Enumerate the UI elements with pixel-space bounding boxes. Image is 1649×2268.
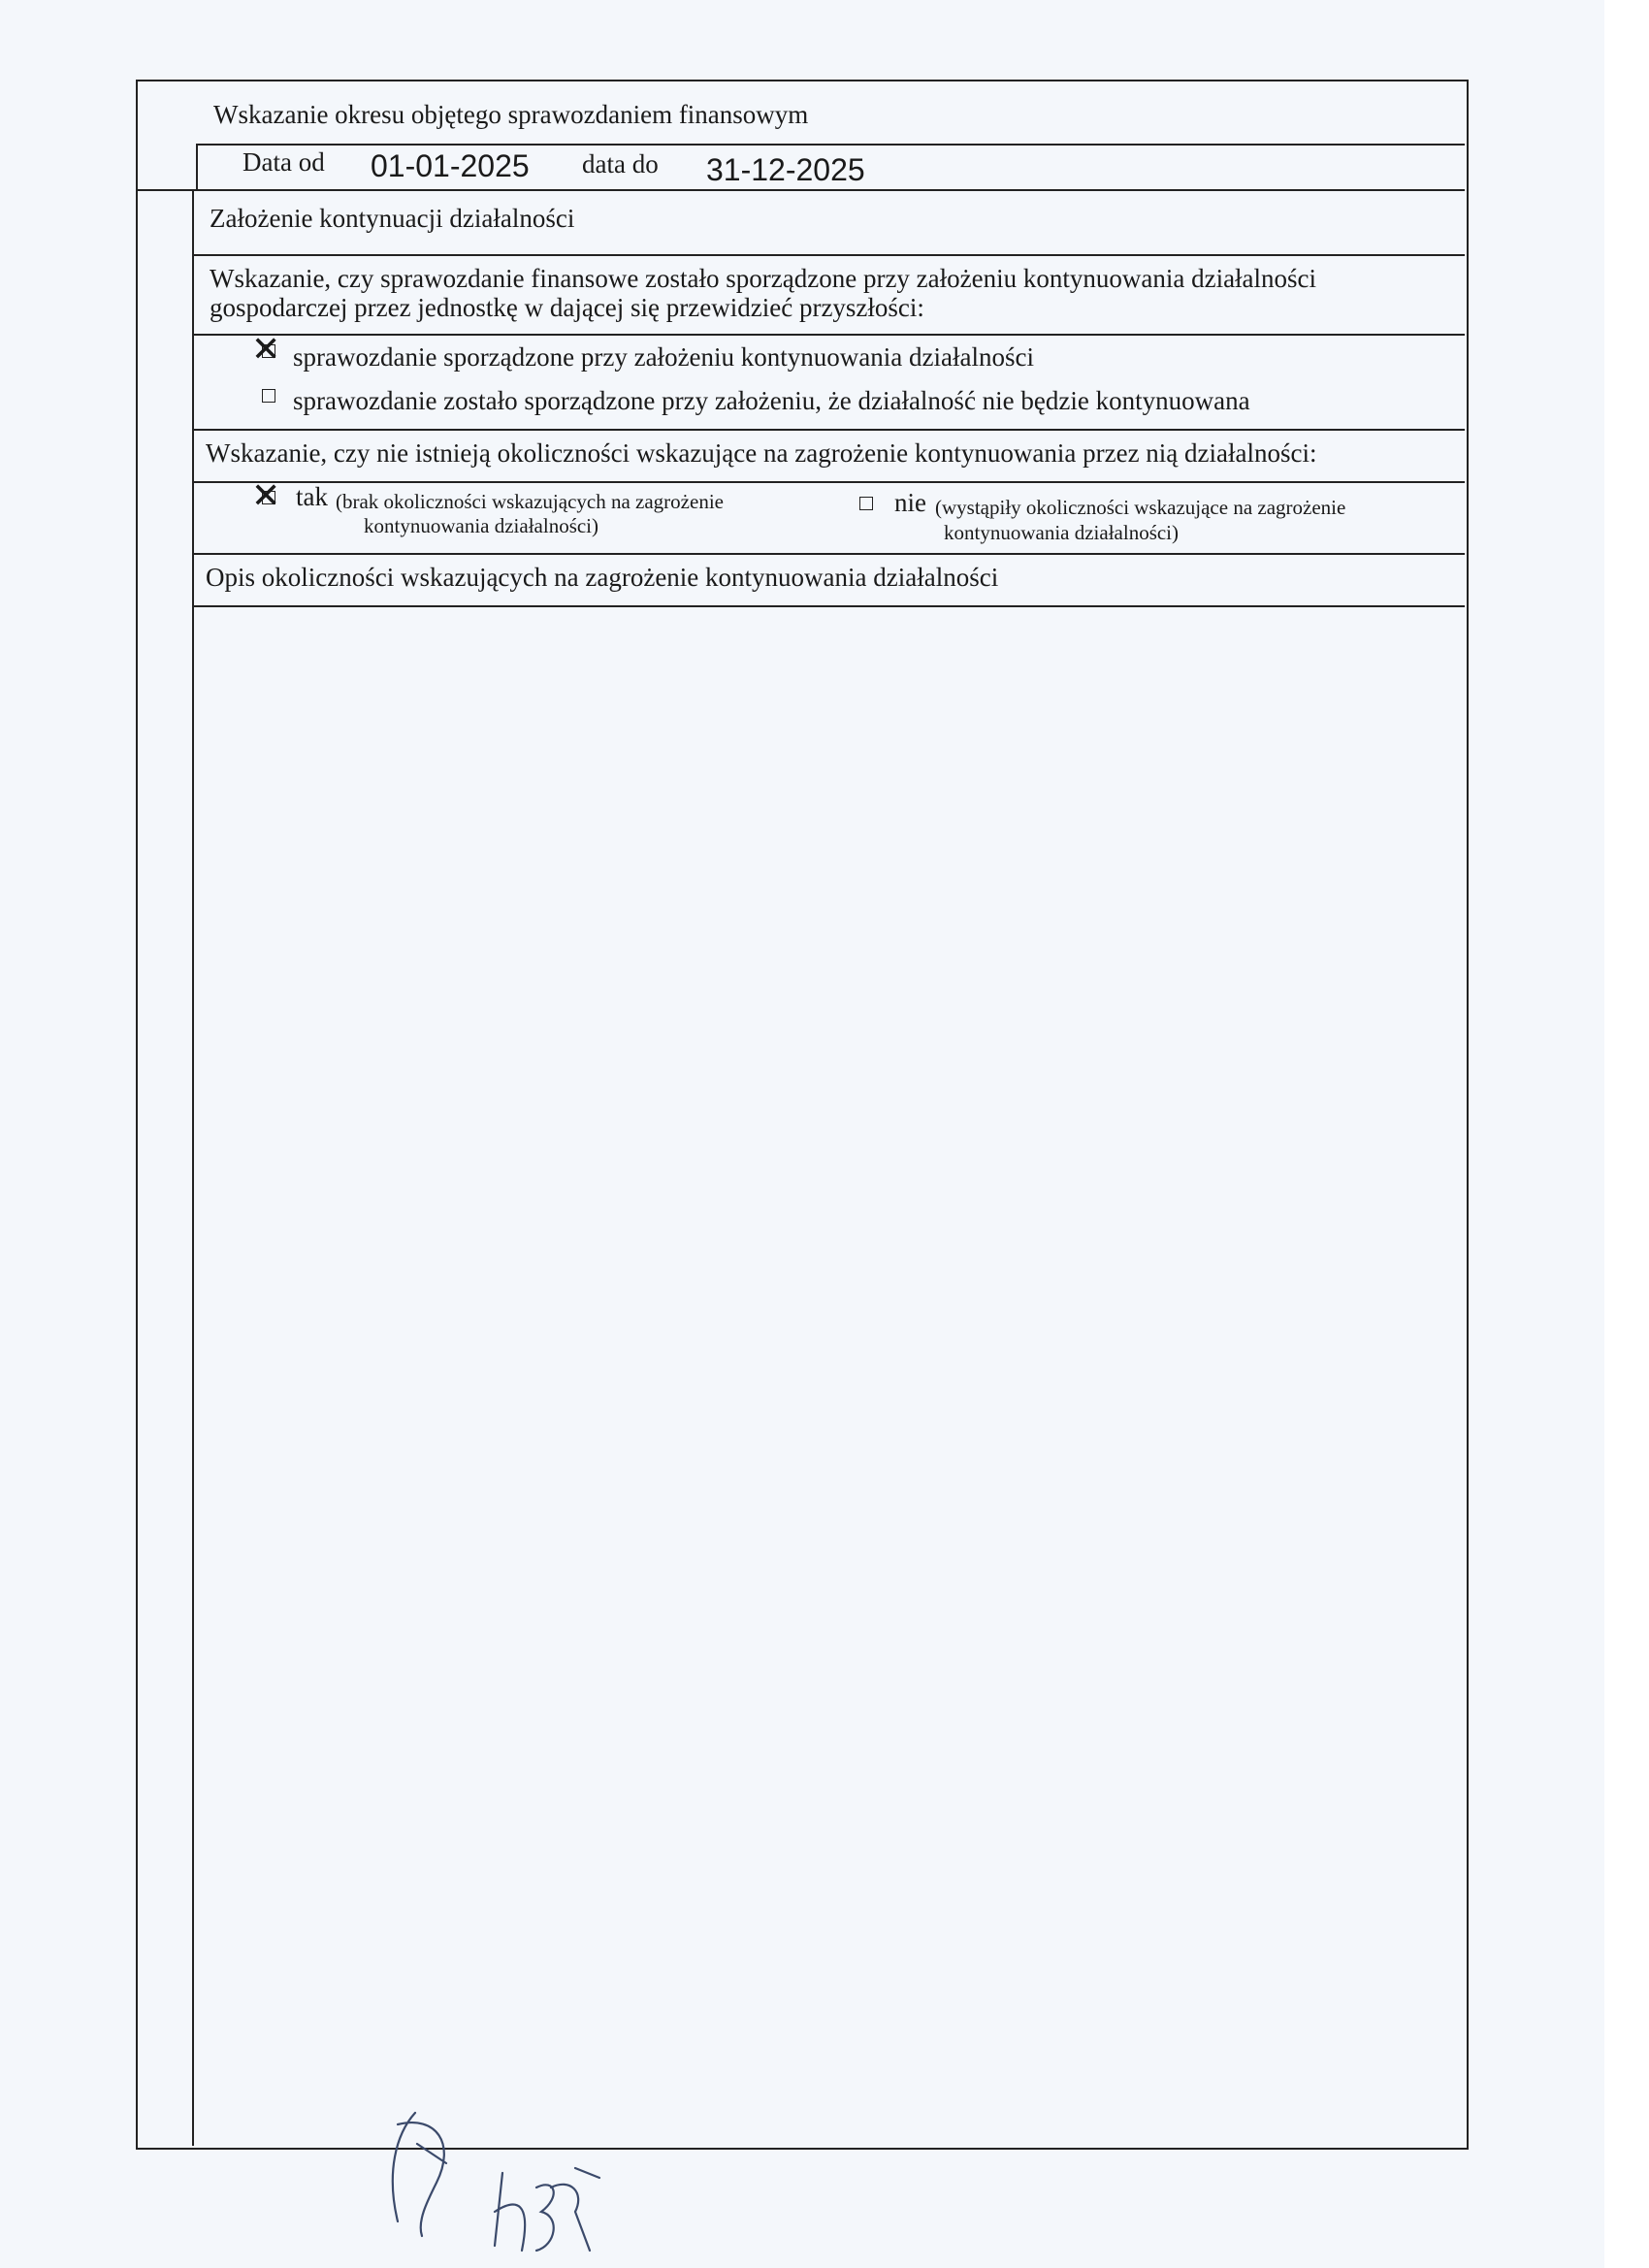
description-heading-divider	[194, 605, 1465, 607]
continuation-section-divider	[194, 429, 1465, 431]
continuation-question-divider	[194, 334, 1465, 336]
option-discontinue-label: sprawozdanie zostało sporządzone przy założeniu, że działalność nie będzie kontynuowana	[293, 386, 1250, 415]
x-mark-icon: ✕	[251, 476, 281, 516]
period-row-left-border	[196, 144, 198, 189]
option-no-note-line1: (wystąpiły okoliczności wskazujące na zagrożenie	[935, 496, 1346, 519]
threat-section-divider	[194, 553, 1465, 555]
option-yes-note-line2: kontynuowania działalności)	[364, 514, 599, 537]
scan-edge	[1604, 0, 1649, 2268]
option-no-note-line2: kontynuowania działalności)	[944, 521, 1180, 544]
description-content-area[interactable]	[210, 621, 1441, 2134]
option-continue-label: sprawozdanie sporządzone przy założeniu kontynuowania działalności	[293, 342, 1034, 372]
continuation-question-line2: gospodarczej przez jednostkę w dającej się przewidzieć przyszłości:	[210, 293, 924, 322]
option-yes-label: tak	[296, 482, 328, 511]
date-from-value[interactable]: 01-01-2025	[371, 148, 530, 183]
continuation-heading-divider	[194, 254, 1465, 256]
date-to-label: data do	[582, 149, 659, 178]
option-yes-note-line1: (brak okoliczności wskazujących na zagrożenie	[336, 490, 724, 513]
date-from-label: Data od	[242, 147, 325, 177]
signature-left	[378, 2105, 466, 2241]
threat-question-divider	[194, 481, 1465, 483]
signature-right	[483, 2158, 609, 2265]
option-no-label: nie	[894, 488, 926, 517]
period-heading: Wskazanie okresu objętego sprawozdaniem finansowym	[213, 100, 809, 129]
option-discontinue-checkbox[interactable]	[262, 389, 275, 403]
continuation-question-line1: Wskazanie, czy sprawozdanie finansowe zostało sporządzone przy założeniu kontynuowania działalności	[210, 264, 1317, 293]
x-mark-icon: ✕	[251, 330, 281, 370]
period-section-divider	[138, 189, 1465, 191]
continuation-heading: Założenie kontynuacji działalności	[210, 204, 575, 233]
period-heading-divider	[196, 144, 1465, 146]
option-no-checkbox[interactable]	[859, 497, 873, 510]
description-heading: Opis okoliczności wskazujących na zagrożenie kontynuowania działalności	[206, 563, 999, 592]
date-to-value[interactable]: 31-12-2025	[706, 152, 865, 187]
threat-question: Wskazanie, czy nie istnieją okoliczności wskazujące na zagrożenie kontynuowania przez nią działalności:	[206, 438, 1317, 468]
